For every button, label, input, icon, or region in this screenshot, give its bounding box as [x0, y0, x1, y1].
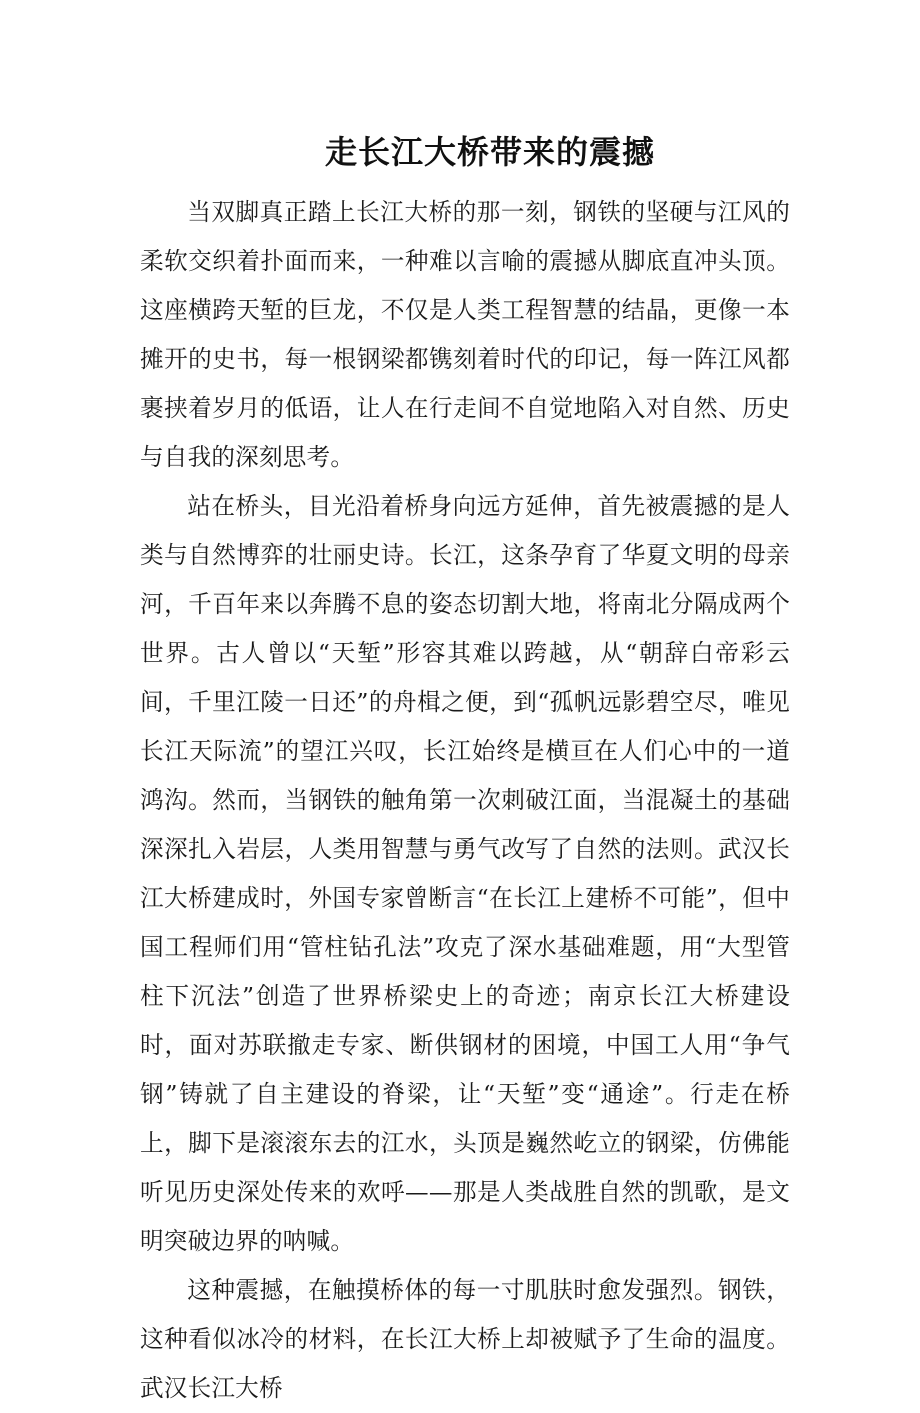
paragraph-3: 这种震撼，在触摸桥体的每一寸肌肤时愈发强烈。钢铁，这种看似冰冷的材料，在长江大桥上却被赋予了生命的温度。武汉长江大桥 — [140, 1276, 790, 1402]
paragraph-1: 当双脚真正踏上长江大桥的那一刻，钢铁的坚硬与江风的柔软交织着扑面而来，一种难以言喻的震撼从脚底直冲头顶。这座横跨天堑的巨龙，不仅是人类工程智慧的结晶，更像一本摊开的史书，每一根钢梁都镌刻着时代的印记，每一阵江风都裹挟着岁月的低语，让人在行走间不自觉地陷入对自然、历史与自我的深刻思考。 — [140, 198, 790, 471]
document-body — [140, 188, 790, 1413]
paragraph-2: 站在桥头，目光沿着桥身向远方延伸，首先被震撼的是人类与自然博弈的壮丽史诗。长江，这条孕育了华夏文明的母亲河，千百年来以奔腾不息的姿态切割大地，将南北分隔成两个世界。古人曾以“天堑”形容其难以跨越，从“朝辞白帝彩云间，千里江陵一日还”的舟楫之便，到“孤帆远影碧空尽，唯见长江天际流”的望江兴叹，长江始终是横亘在人们心中的一道鸿沟。然而，当钢铁的触角第一次刺破江面，当混凝土的基础深深扎入岩层，人类用智慧与勇气改写了自然的法则。武汉长江大桥建成时，外国专家曾断言“在长江上建桥不可能”，但中国工程师们用“管柱钻孔法”攻克了深水基础难题，用“大型管柱下沉法”创造了世界桥梁史上的奇迹；南京长江大桥建设时，面对苏联撤走专家、断供钢材的困境，中国工人用“争气钢”铸就了自主建设的脊梁，让“天堑”变“通途”。行走在桥上，脚下是滚滚东去的江水，头顶是巍然屹立的钢梁，仿佛能听见历史深处传来的欢呼——那是人类战胜自然的凯歌，是文明突破边界的呐喊。 — [140, 492, 790, 1255]
document-title: 走长江大桥带来的震撼 — [324, 133, 655, 171]
